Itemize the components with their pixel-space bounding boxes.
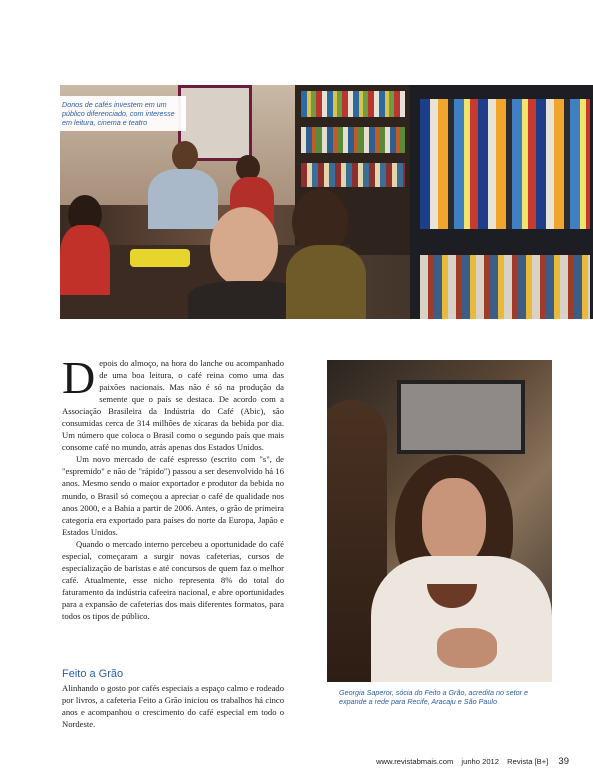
photo-tv xyxy=(397,380,525,454)
drop-cap: D xyxy=(62,352,96,403)
article-paragraph: Um novo mercado de café espresso (escrito com "s", de "espremido" e não de "rápido") passou a ser desenvolvido há 16 anos. Mesmo sendo o maior exportador e produtor da bebida no mundo, o Brasil só começou a apreciar o café de qualidade nos anos 2000, e a Bahia a partir de 2006. Antes, o grão de primeira categoria era exportado para países do norte da Europa, Japão e Estados Unidos. xyxy=(62,454,284,537)
page-number: 39 xyxy=(558,756,569,767)
article-body xyxy=(62,352,284,622)
portrait-photo xyxy=(327,360,552,682)
paragraph-text: epois do almoço, na hora do lanche ou acompanhado de uma boa leitura, o café reina como uma das paixões nacionais. Mas não é só na produção da semente que o país se destaca. De acordo com a Associação Brasileira da Indústria do Café (Abic), são consumidas cerca de 314 milhões de xícaras da bebida por dia. Um número que coloca o Brasil como o segundo país que mais consome café no mundo, atrás apenas dos Estados Unidos. xyxy=(62,358,284,453)
footer-date: junho 2012 xyxy=(461,757,500,766)
footer-magazine: Revista [B+] xyxy=(507,757,549,766)
article-paragraph xyxy=(62,352,284,453)
photo-caption-right: Georgia Saperor, sócia do Feito a Grão, acredita no setor e expande a rede para Recife, Aracaju e São Paulo xyxy=(339,688,528,706)
article-paragraph: Alinhando o gosto por cafés especiais a espaço calmo e rodeado por livros, a cafeteria Feito a Grão iniciou os trabalhos há cinco anos e acompanhou o crescimento do café especial em todo o Nordeste. xyxy=(62,683,284,730)
photo-caption-top: Donos de cafés investem em um público diferenciado, com interesse em leitura, cinema e teatro xyxy=(60,96,186,131)
page-footer xyxy=(370,756,569,767)
article-section-body xyxy=(62,682,284,730)
photo-bookshelf-right xyxy=(410,85,593,319)
section-subhead: Feito a Grão xyxy=(62,668,124,680)
article-paragraph: Quando o mercado interno percebeu a oportunidade do café especial, começaram a surgir novas cafeterias, cursos de especialização de baristas e até concursos de quem faz o melhor café. Atualmente, esse nicho representa 8% do total do faturamento da indústria cafeeira nacional, e abre oportunidades para a expansão de cafeterias dos mais diferentes formatos, para todos os tipos de público. xyxy=(62,538,284,621)
photo-face xyxy=(422,478,486,566)
footer-website: www.revistabmais.com xyxy=(376,757,454,766)
photo-hand xyxy=(437,628,497,668)
